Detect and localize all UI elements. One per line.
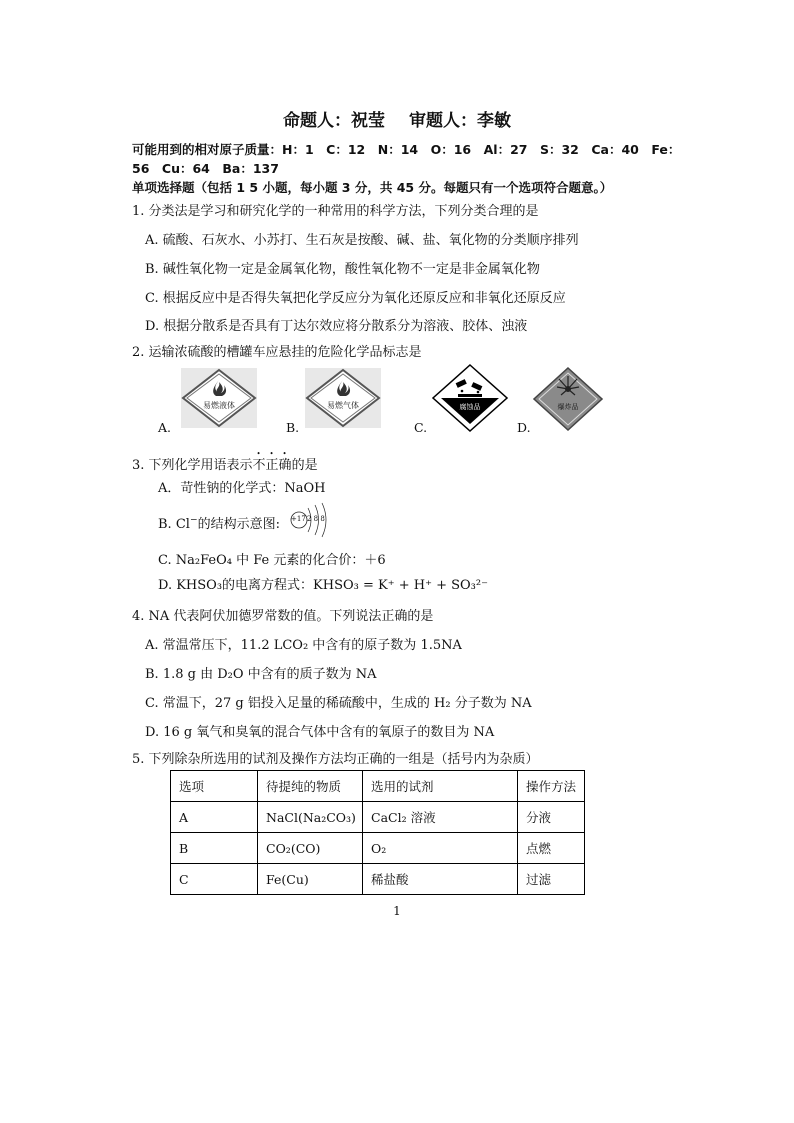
table-header-cell: 操作方法 (518, 771, 585, 802)
table-cell: 分液 (518, 802, 585, 833)
q4-stem: 4. NA 代表阿伏加德罗常数的值。下列说法正确的是 (132, 609, 434, 624)
table-cell: 点燃 (518, 833, 585, 864)
table-cell: CaCl₂ 溶液 (363, 802, 518, 833)
q3-option-a: A．苛性钠的化学式：NaOH (158, 481, 326, 496)
reviewer-label: 审题人：李敏 (409, 111, 511, 131)
table-cell: C (171, 864, 258, 895)
q1-option-a: A. 硫酸、石灰水、小苏打、生石灰是按酸、碱、盐、氧化物的分类顺序排列 (145, 233, 579, 248)
q4-option-b: B. 1.8 g 由 D₂O 中含有的质子数为 NA (145, 667, 377, 682)
q1-option-d: D. 根据分散系是否具有丁达尔效应将分散系分为溶液、胶体、浊液 (145, 319, 528, 334)
table-cell: NaCl(Na₂CO₃) (258, 802, 363, 833)
q3-option-b: B. Cl−的结构示意图: (158, 515, 280, 532)
q4-option-c: C. 常温下，27 g 铝投入足量的稀硫酸中，生成的 H₂ 分子数为 NA (145, 696, 532, 711)
table-header-row (171, 771, 585, 802)
q2-option-a-letter: A. (158, 420, 172, 435)
page-title (0, 106, 794, 131)
table-row (171, 802, 585, 833)
q1-option-c: C. 根据反应中是否得失氧把化学反应分为氧化还原反应和非氧化还原反应 (145, 291, 566, 306)
table-header-cell: 待提纯的物质 (258, 771, 363, 802)
table-cell: CO₂(CO) (258, 833, 363, 864)
explosive-sign-icon (533, 367, 609, 431)
corrosive-sign-icon (432, 364, 508, 432)
flammable-liquid-sign-icon (181, 368, 257, 428)
nucleus-label: +17 (291, 515, 306, 523)
svg-text:易燃液体: 易燃液体 (203, 401, 235, 410)
q2-option-c-letter: C. (414, 420, 428, 435)
q2-option-b-letter: B. (286, 420, 300, 435)
atomic-mass-line-1: 可能用到的相对原子质量：H：1 C：12 N：14 O：16 Al：27 S：32 Ca：40 Fe： (132, 142, 681, 157)
table-cell: 过滤 (518, 864, 585, 895)
table-cell: Fe(Cu) (258, 864, 363, 895)
q5-stem: 5. 下列除杂所选用的试剂及操作方法均正确的一组是（括号内为杂质） (132, 752, 539, 767)
table-cell: A (171, 802, 258, 833)
table-cell: B (171, 833, 258, 864)
page-number: 1 (393, 904, 401, 918)
q4-option-d: D. 16 g 氧气和臭氧的混合气体中含有的氧原子的数目为 NA (145, 725, 495, 740)
q3-emphasis: 不正确 (252, 458, 292, 473)
table-row (171, 864, 585, 895)
purification-table (170, 770, 585, 895)
q3-stem: 3. 下列化学用语表示不正确的是 (132, 458, 318, 473)
flammable-gas-sign-icon (305, 368, 381, 428)
table-cell: O₂ (363, 833, 518, 864)
composer-label: 命题人：祝莹 (283, 111, 385, 131)
table-header-cell: 选用的试剂 (363, 771, 518, 802)
q2-stem: 2. 运输浓硫酸的槽罐车应悬挂的危险化学品标志是 (132, 345, 422, 360)
shell-electrons: 2 8 8 (307, 515, 325, 523)
q1-stem: 1. 分类法是学习和研究化学的一种常用的科学方法，下列分类合理的是 (132, 204, 539, 219)
table-cell: 稀盐酸 (363, 864, 518, 895)
svg-text:易燃气体: 易燃气体 (327, 401, 359, 410)
q2-option-d-letter: D. (517, 420, 531, 435)
table-row (171, 833, 585, 864)
q3-option-d: D. KHSO₃的电离方程式：KHSO₃ = K⁺ + H⁺ + SO₃²⁻ (158, 578, 488, 593)
svg-text:爆炸品: 爆炸品 (557, 403, 579, 411)
section-heading: 单项选择题（包括 1 5 小题，每小题 3 分，共 45 分。每题只有一个选项符合题意。） (132, 180, 613, 195)
cl-ion-structure-diagram (288, 500, 334, 540)
q1-option-b: B. 碱性氧化物一定是金属氧化物，酸性氧化物不一定是非金属氧化物 (145, 262, 540, 277)
atomic-mass-line-2: 56 Cu：64 Ba：137 (132, 161, 279, 176)
svg-text:腐蚀品: 腐蚀品 (459, 403, 481, 411)
q3-option-c: C. Na₂FeO₄ 中 Fe 元素的化合价：＋6 (158, 553, 386, 568)
q4-option-a: A. 常温常压下，11.2 LCO₂ 中含有的原子数为 1.5NA (145, 638, 462, 653)
table-header-cell: 选项 (171, 771, 258, 802)
